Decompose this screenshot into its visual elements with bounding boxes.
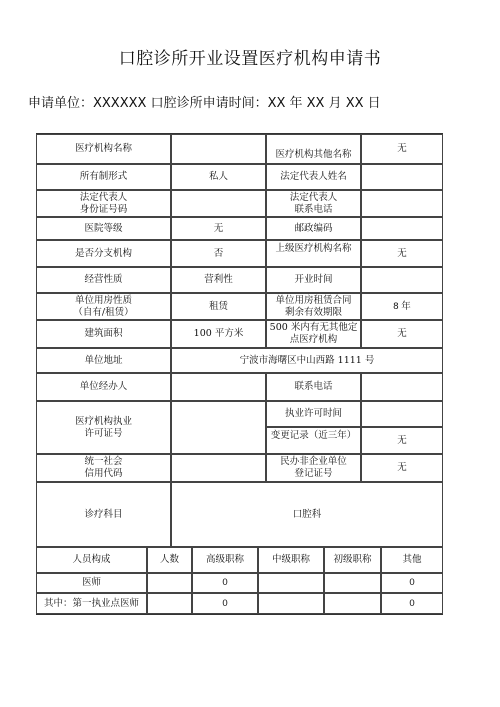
contact-phone-label: 联系电话 <box>266 373 361 401</box>
application-form-table <box>36 133 443 615</box>
opening-time-label: 开业时间 <box>266 267 361 293</box>
ngo-registration-label: 民办非企业单位 登记证号 <box>266 454 361 482</box>
postcode-label: 邮政编码 <box>266 217 361 240</box>
hospital-grade-label: 医院等级 <box>36 217 171 240</box>
lease-label: 单位用房租赁合同 剩余有效期限 <box>266 293 361 320</box>
branch-value[interactable]: 否 <box>171 240 266 267</box>
legal-rep-id-label: 法定代表人 身份证号码 <box>36 190 171 217</box>
staff-row-senior[interactable]: 0 <box>192 573 258 593</box>
ownership-label: 所有制形式 <box>36 164 171 190</box>
staff-header-other: 其他 <box>381 547 443 573</box>
staff-row-other[interactable]: 0 <box>381 573 443 593</box>
other-name-label: 医疗机构其他名称 <box>266 134 361 164</box>
staff-row-label: 其中：第一执业点医师 <box>36 593 147 614</box>
change-record-label: 变更记录（近三年） <box>266 427 361 454</box>
parent-label: 上级医疗机构名称 <box>266 240 361 267</box>
address-label: 单位地址 <box>36 348 171 373</box>
credit-code-value[interactable] <box>171 454 266 482</box>
credit-code-label: 统一社会 信用代码 <box>36 454 171 482</box>
nearby-institution-label: 500 米内有无其他定 点医疗机构 <box>266 320 361 348</box>
license-time-label: 执业许可时间 <box>266 401 361 427</box>
departments-value[interactable]: 口腔科 <box>171 482 443 547</box>
change-record-value[interactable]: 无 <box>361 427 443 454</box>
area-value[interactable]: 100 平方米 <box>171 320 266 348</box>
manager-value[interactable] <box>171 373 266 401</box>
contact-phone-value[interactable] <box>361 373 443 401</box>
staff-header-senior: 高级职称 <box>192 547 258 573</box>
staff-row-senior[interactable]: 0 <box>192 593 258 614</box>
staff-header-composition: 人员构成 <box>36 547 147 573</box>
lease-value[interactable]: 8 年 <box>361 293 443 320</box>
premises-label: 单位用房性质 （自有/租赁） <box>36 293 171 320</box>
applicant-line: 申请单位：XXXXXX 口腔诊所申请时间：XX 年 XX 月 XX 日 <box>28 96 381 111</box>
staff-row-junior[interactable] <box>324 573 381 593</box>
ngo-registration-value[interactable]: 无 <box>361 454 443 482</box>
staff-row-label: 医师 <box>36 573 147 593</box>
staff-header-middle: 中级职称 <box>258 547 324 573</box>
premises-value[interactable]: 租赁 <box>171 293 266 320</box>
legal-rep-phone-label: 法定代表人 联系电话 <box>266 190 361 217</box>
departments-label: 诊疗科目 <box>36 482 171 547</box>
staff-row-other[interactable]: 0 <box>381 593 443 614</box>
postcode-value[interactable] <box>361 217 443 240</box>
business-nature-label: 经营性质 <box>36 267 171 293</box>
legal-rep-name-value[interactable] <box>361 164 443 190</box>
manager-label: 单位经办人 <box>36 373 171 401</box>
opening-time-value[interactable] <box>361 267 443 293</box>
ownership-value[interactable]: 私人 <box>171 164 266 190</box>
hospital-grade-value[interactable]: 无 <box>171 217 266 240</box>
staff-row-middle[interactable] <box>258 593 324 614</box>
other-name-value[interactable]: 无 <box>361 134 443 164</box>
institution-name-label: 医疗机构名称 <box>36 134 171 164</box>
legal-rep-name-label: 法定代表人姓名 <box>266 164 361 190</box>
parent-value[interactable]: 无 <box>361 240 443 267</box>
staff-row-junior[interactable] <box>324 593 381 614</box>
license-number-value[interactable] <box>171 401 266 454</box>
staff-header-count: 人数 <box>147 547 192 573</box>
institution-name-value[interactable] <box>171 134 266 164</box>
legal-rep-id-value[interactable] <box>171 190 266 217</box>
legal-rep-phone-value[interactable] <box>361 190 443 217</box>
staff-row-count[interactable] <box>147 593 192 614</box>
branch-label: 是否分支机构 <box>36 240 171 267</box>
staff-header-junior: 初级职称 <box>324 547 381 573</box>
page-title: 口腔诊所开业设置医疗机构申请书 <box>118 49 382 69</box>
business-nature-value[interactable]: 营利性 <box>171 267 266 293</box>
staff-row-count[interactable] <box>147 573 192 593</box>
staff-row-middle[interactable] <box>258 573 324 593</box>
area-label: 建筑面积 <box>36 320 171 348</box>
license-number-label: 医疗机构执业 许可证号 <box>36 401 171 454</box>
address-value[interactable]: 宁波市海曙区中山西路 1111 号 <box>171 348 443 373</box>
nearby-institution-value[interactable]: 无 <box>361 320 443 348</box>
license-time-value[interactable] <box>361 401 443 427</box>
